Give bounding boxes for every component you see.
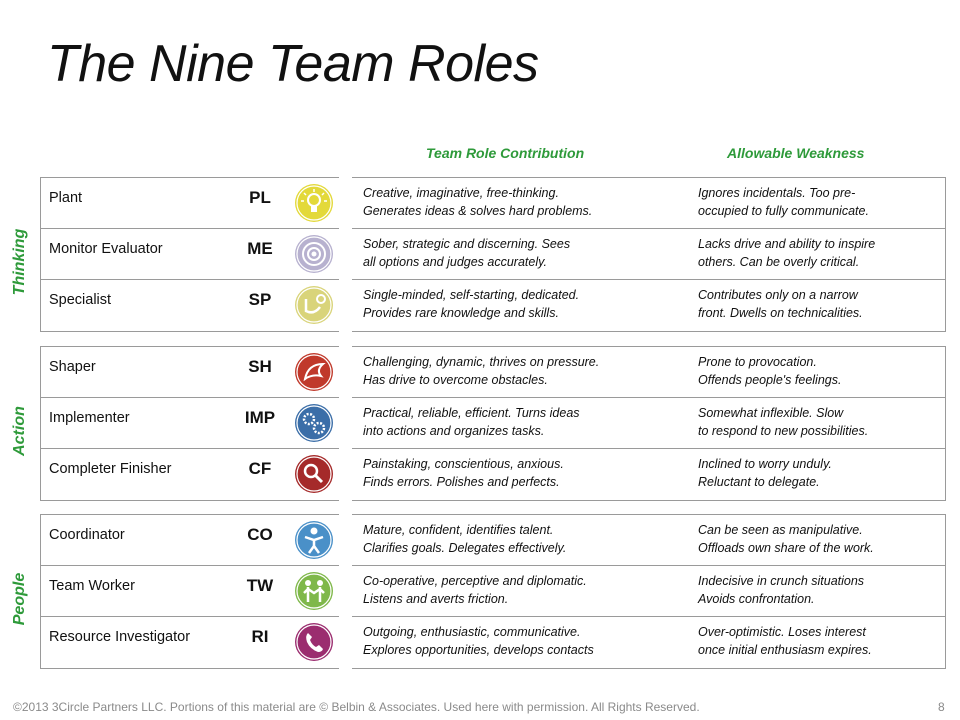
category-label: Thinking [11,228,28,296]
description-row [352,449,945,500]
role-row-specialist [41,280,339,331]
weakness-text: Can be seen as manipulative. Offloads own share of the work. [698,523,874,555]
contribution-text: Challenging, dynamic, thrives on pressure. Has drive to overcome obstacles. [363,355,600,387]
contribution-text: Creative, imaginative, free-thinking. Generates ideas & solves hard problems. [363,186,593,218]
person-icon [294,520,334,560]
category-thinking [0,177,40,347]
role-row-implementer [41,398,339,449]
contribution-text: Painstaking, conscientious, anxious. Finds errors. Polishes and perfects. [363,457,564,489]
shaper-icon [294,352,334,392]
specialist-icon [294,285,334,325]
contribution-text: Single-minded, self-starting, dedicated. Provides rare knowledge and skills. [363,288,580,320]
role-code: CF [248,459,272,478]
contribution-text: Mature, confident, identifies talent. Clarifies goals. Delegates effectively. [363,523,567,555]
role-code: PL [249,188,271,207]
role-name: Implementer [49,410,130,426]
role-code: CO [247,525,273,544]
magnifier-icon [294,454,334,494]
role-name: Completer Finisher [49,461,172,477]
eye-icon [294,234,334,274]
team-icon [294,571,334,611]
weakness-text: Contributes only on a narrow front. Dwells on technicalities. [698,288,863,320]
page-title: The Nine Team Roles [47,35,539,93]
category-action [0,346,40,516]
role-row-plant [41,178,339,229]
contribution-text: Practical, reliable, efficient. Turns ideas into actions and organizes tasks. [363,406,580,438]
description-row [352,617,945,668]
description-row [352,398,945,449]
weakness-text: Somewhat inflexible. Slow to respond to new possibilities. [698,406,869,438]
category-label: Action [11,406,28,456]
weakness-text: Ignores incidentals. Too pre- occupied to fully communicate. [698,186,869,218]
role-name: Shaper [49,359,96,375]
weakness-text: Prone to provocation. Offends people's feelings. [698,355,842,387]
description-row [352,347,945,398]
contribution-text: Co-operative, perceptive and diplomatic. Listens and averts friction. [363,574,587,606]
group-thinking-roles [40,177,339,332]
role-name: Monitor Evaluator [49,241,163,257]
description-row [352,178,945,229]
role-row-team-worker [41,566,339,617]
role-row-completer-finisher [41,449,339,500]
contribution-text: Outgoing, enthusiastic, communicative. Explores opportunities, develops contacts [363,625,594,657]
role-code: SH [248,357,272,376]
role-code: TW [246,576,274,595]
role-name: Team Worker [49,578,135,594]
page-number: 8 [938,700,945,714]
group-action-roles [40,346,339,501]
description-row [352,280,945,331]
phone-icon [294,622,334,662]
description-row [352,515,945,566]
description-row [352,566,945,617]
role-row-shaper [41,347,339,398]
group-people-roles [40,514,339,669]
contribution-text: Sober, strategic and discerning. Sees all options and judges accurately. [363,237,571,269]
weakness-text: Indecisive in crunch situations Avoids confrontation. [698,574,865,606]
weakness-text: Inclined to worry unduly. Reluctant to delegate. [698,457,832,489]
gear-icon [294,403,334,443]
role-name: Plant [49,190,83,206]
category-people [0,514,40,684]
role-row-coordinator [41,515,339,566]
role-code: SP [248,290,272,309]
role-code: ME [247,239,273,258]
weakness-text: Over-optimistic. Loses interest once initial enthusiasm expires. [698,625,872,657]
description-row [352,229,945,280]
header-contribution: Team Role Contribution [426,145,585,161]
role-name: Specialist [49,292,112,308]
lightbulb-icon [294,183,334,223]
role-row-resource-investigator [41,617,339,668]
group-thinking-descriptions [352,177,946,332]
category-label: People [11,572,28,626]
weakness-text: Lacks drive and ability to inspire others. Can be overly critical. [698,237,876,269]
copyright-footer: ©2013 3Circle Partners LLC. Portions of this material are © Belbin & Associates. Used here with permission. All Rights Reserved. [13,700,700,714]
role-name: Resource Investigator [49,629,191,645]
role-name: Coordinator [49,527,125,543]
group-action-descriptions [352,346,946,501]
header-weakness: Allowable Weakness [727,145,865,161]
role-row-monitor-evaluator [41,229,339,280]
role-code: RI [251,627,269,646]
role-code: IMP [244,408,276,427]
group-people-descriptions [352,514,946,669]
